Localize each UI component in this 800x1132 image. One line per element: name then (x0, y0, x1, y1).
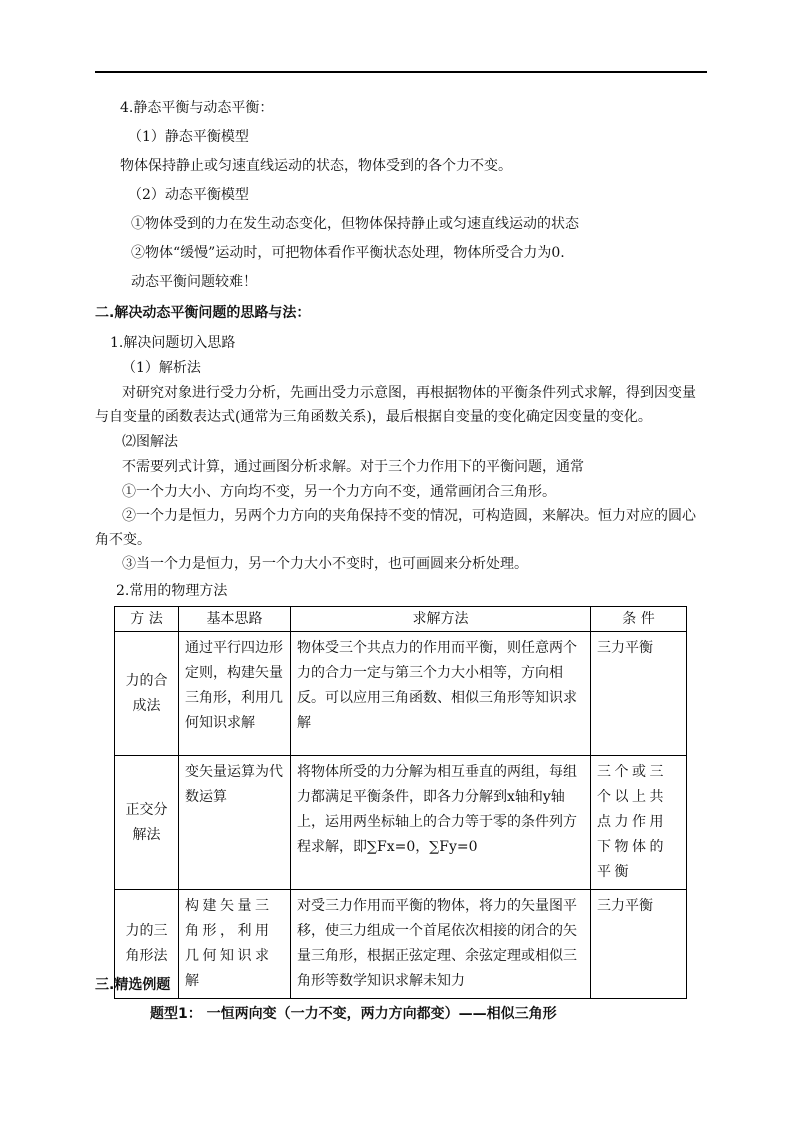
idea-cell: 通过平行四边形定则，构建矢量三角形，利用几何知识求解 (179, 632, 291, 756)
condition-cell: 三力平衡 (591, 890, 687, 999)
solution-cell: 对受三力作用而平衡的物体，将力的矢量图平移，使三力组成一个首尾依次相接的闭合的矢量三角形，根据正弦定理、余弦定理或相似三角形等数学知识求解未知力 (291, 890, 591, 999)
dynamic-balance-point-2: ②物体“缓慢”运动时，可把物体看作平衡状态处理，物体所受合力为0. (131, 245, 565, 261)
graphic-method-case-2: ②一个力是恒力，另两个力方向的夹角保持不变的情况，可构造圆，来解决。恒力对应的圆心 (122, 508, 696, 524)
approach-heading: 1.解决问题切入思路 (110, 335, 236, 351)
analytic-method-text-1: 对研究对象进行受力分析，先画出受力示意图，再根据物体的平衡条件列式求解，得到因变量 (122, 385, 696, 401)
section-2-title: 二.解决动态平衡问题的思路与法： (95, 305, 311, 321)
graphic-method-case-1: ①一个力大小、方向均不变，另一个力方向不变，通常画闭合三角形。 (122, 484, 556, 500)
header-solution: 求解方法 (291, 607, 591, 632)
dynamic-balance-heading: （2）动态平衡模型 (128, 187, 249, 203)
graphic-method-heading: ⑵图解法 (122, 434, 178, 450)
table-row (115, 890, 687, 999)
method-cell: 力的三角形法 (115, 890, 179, 999)
idea-cell: 构建矢量三角形，利用几何知识求解 (179, 890, 291, 999)
method-cell: 正交分解法 (115, 756, 179, 890)
table-row (115, 756, 687, 890)
solution-cell: 将物体所受的力分解为相互垂直的两组，每组力都满足平衡条件，即各力分解到x轴和y轴上，运用两坐标轴上的合力等于零的条件列方程求解，即∑Fx=0，∑Fy=0 (291, 756, 591, 890)
header-idea: 基本思路 (179, 607, 291, 632)
graphic-method-text: 不需要列式计算，通过画图分析求解。对于三个力作用下的平衡问题，通常 (122, 459, 584, 475)
dynamic-balance-point-1: ①物体受到的力在发生动态变化，但物体保持静止或匀速直线运动的状态 (131, 216, 579, 232)
method-cell: 力的合成法 (115, 632, 179, 756)
idea-cell: 变矢量运算为代数运算 (179, 756, 291, 890)
condition-cell: 三个或三个以上共点力作用下物体的平衡 (591, 756, 687, 890)
section-4-title: 4.静态平衡与动态平衡： (120, 100, 274, 116)
table-header-row (115, 607, 687, 632)
dynamic-balance-note: 动态平衡问题较难！ (131, 274, 257, 290)
table-row (115, 632, 687, 756)
header-condition: 条 件 (591, 607, 687, 632)
graphic-method-case-3: ③当一个力是恒力，另一个力大小不变时，也可画圆来分析处理。 (122, 556, 528, 572)
static-balance-text: 物体保持静止或匀速直线运动的状态，物体受到的各个力不变。 (120, 158, 512, 174)
solution-cell: 物体受三个共点力的作用而平衡，则任意两个力的合力一定与第三个力大小相等，方向相反。可以应用三角函数、相似三角形等知识求解 (291, 632, 591, 756)
condition-cell: 三力平衡 (591, 632, 687, 756)
analytic-method-heading: （1）解析法 (122, 360, 201, 376)
section-3-title: 三.精选例题 (95, 977, 171, 993)
header-method: 方 法 (115, 607, 179, 632)
graphic-method-case-2-cont: 角不变。 (95, 532, 151, 548)
header-rule (95, 71, 707, 73)
analytic-method-text-2: 与自变量的函数表达式(通常为三角函数关系)，最后根据自变量的变化确定因变量的变化。 (95, 409, 652, 425)
methods-table (114, 606, 687, 999)
static-balance-heading: （1）静态平衡模型 (128, 129, 249, 145)
question-type-1: 题型1： 一恒两向变（一力不变，两力方向都变）——相似三角形 (150, 1006, 557, 1022)
common-methods-heading: 2.常用的物理方法 (116, 583, 228, 599)
